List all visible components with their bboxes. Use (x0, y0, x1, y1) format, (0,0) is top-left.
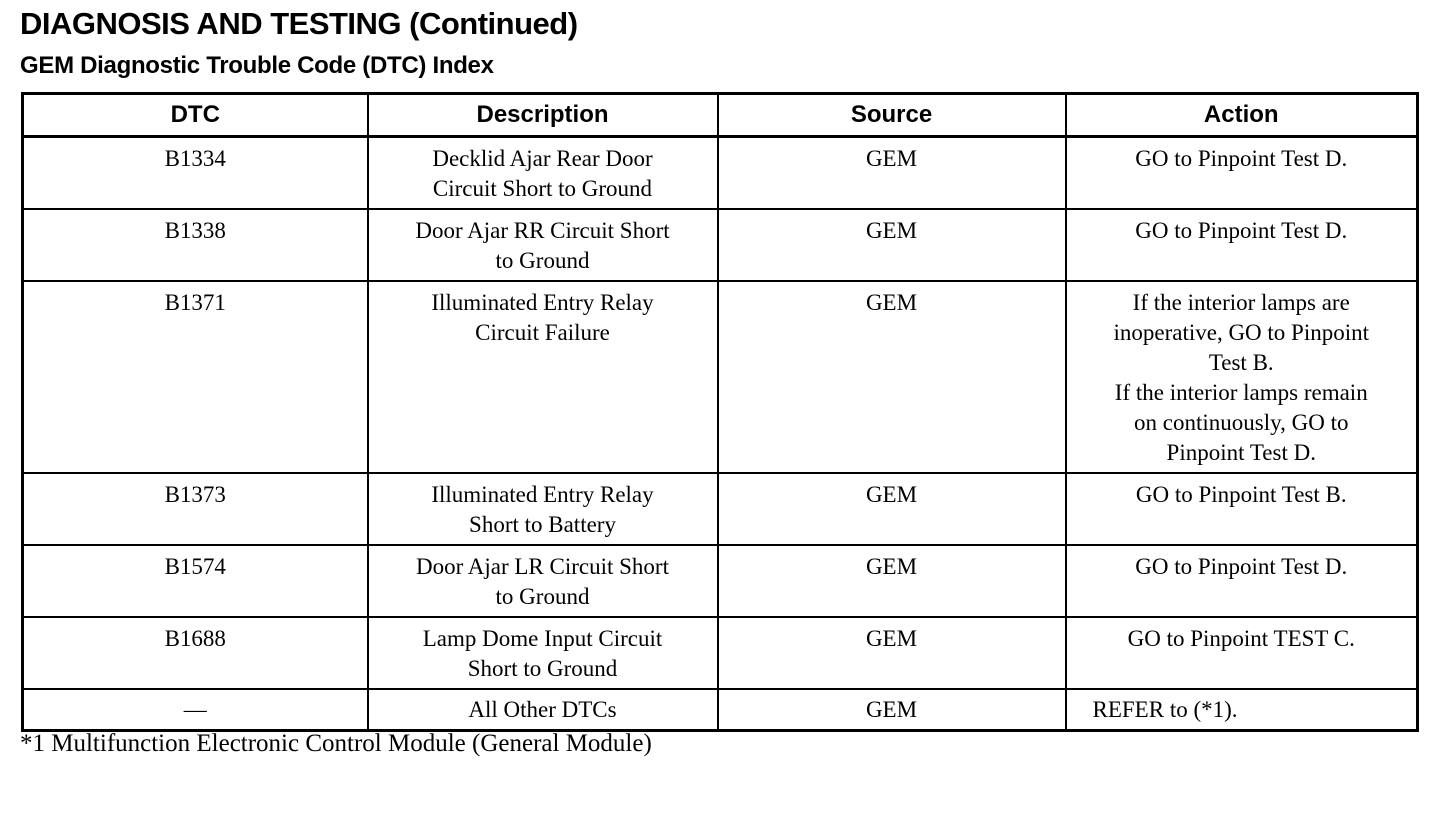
dtc-description (368, 545, 718, 617)
description-line: Illuminated Entry Relay (431, 482, 654, 507)
action-line: If the interior lamps are (1132, 290, 1350, 315)
table-header-row (23, 94, 1418, 137)
description-line: Circuit Short to Ground (432, 176, 653, 201)
dtc-description (368, 137, 718, 210)
page-title: DIAGNOSIS AND TESTING (Continued) (20, 6, 578, 41)
dtc-source: GEM (718, 209, 1066, 281)
action-line: GO to Pinpoint Test D. (1135, 146, 1348, 171)
dtc-index-table (21, 92, 1419, 732)
dtc-source: GEM (718, 281, 1066, 473)
action-line: If the interior lamps remain (1114, 380, 1368, 405)
header-source: Source (718, 94, 1066, 137)
description-line: Illuminated Entry Relay (431, 290, 654, 315)
dtc-action (1066, 281, 1418, 473)
dtc-description (368, 281, 718, 473)
dtc-description (368, 473, 718, 545)
description-line: Door Ajar RR Circuit Short (415, 218, 670, 243)
dtc-code: B1574 (23, 545, 368, 617)
dtc-source: GEM (718, 137, 1066, 210)
dtc-source: GEM (718, 689, 1066, 731)
description-line: All Other DTCs (468, 697, 617, 722)
header-dtc: DTC (23, 94, 368, 137)
action-line: GO to Pinpoint Test D. (1135, 218, 1348, 243)
description-line: to Ground (495, 248, 590, 273)
table-row (23, 545, 1418, 617)
dtc-source: GEM (718, 545, 1066, 617)
action-line: Pinpoint Test D. (1166, 440, 1316, 465)
dtc-code: B1371 (23, 281, 368, 473)
dtc-code: B1338 (23, 209, 368, 281)
description-line: Decklid Ajar Rear Door (432, 146, 653, 171)
action-line: REFER to (*1). (1092, 697, 1238, 722)
description-line: Short to Ground (467, 656, 618, 681)
dtc-source: GEM (718, 473, 1066, 545)
description-line: to Ground (495, 584, 590, 609)
action-line: GO to Pinpoint Test B. (1135, 482, 1347, 507)
description-line: Short to Battery (469, 512, 616, 537)
description-line: Circuit Failure (475, 320, 610, 345)
action-line: GO to Pinpoint Test D. (1135, 554, 1348, 579)
action-line: Test B. (1208, 350, 1274, 375)
header-description: Description (368, 94, 718, 137)
description-line: Lamp Dome Input Circuit (422, 626, 663, 651)
dtc-action (1066, 209, 1418, 281)
dtc-code: — (23, 689, 368, 731)
page-subtitle: GEM Diagnostic Trouble Code (DTC) Index (20, 52, 494, 79)
dtc-action (1066, 473, 1418, 545)
dtc-action (1066, 689, 1418, 731)
header-action: Action (1066, 94, 1418, 137)
dtc-code: B1373 (23, 473, 368, 545)
action-line: GO to Pinpoint TEST C. (1127, 626, 1355, 651)
table-row (23, 617, 1418, 689)
dtc-code: B1688 (23, 617, 368, 689)
table-row (23, 281, 1418, 473)
table-row (23, 209, 1418, 281)
table-row (23, 473, 1418, 545)
dtc-action (1066, 545, 1418, 617)
dtc-description (368, 209, 718, 281)
description-line: Door Ajar LR Circuit Short (416, 554, 669, 579)
table-row (23, 137, 1418, 210)
dtc-action (1066, 137, 1418, 210)
dtc-description (368, 689, 718, 731)
table-row (23, 689, 1418, 731)
dtc-source: GEM (718, 617, 1066, 689)
action-line: inoperative, GO to Pinpoint (1113, 320, 1370, 345)
dtc-action (1066, 617, 1418, 689)
dtc-code: B1334 (23, 137, 368, 210)
action-line: on continuously, GO to (1134, 410, 1349, 435)
footnote: *1 Multifunction Electronic Control Module (General Module) (20, 730, 652, 757)
dtc-description (368, 617, 718, 689)
